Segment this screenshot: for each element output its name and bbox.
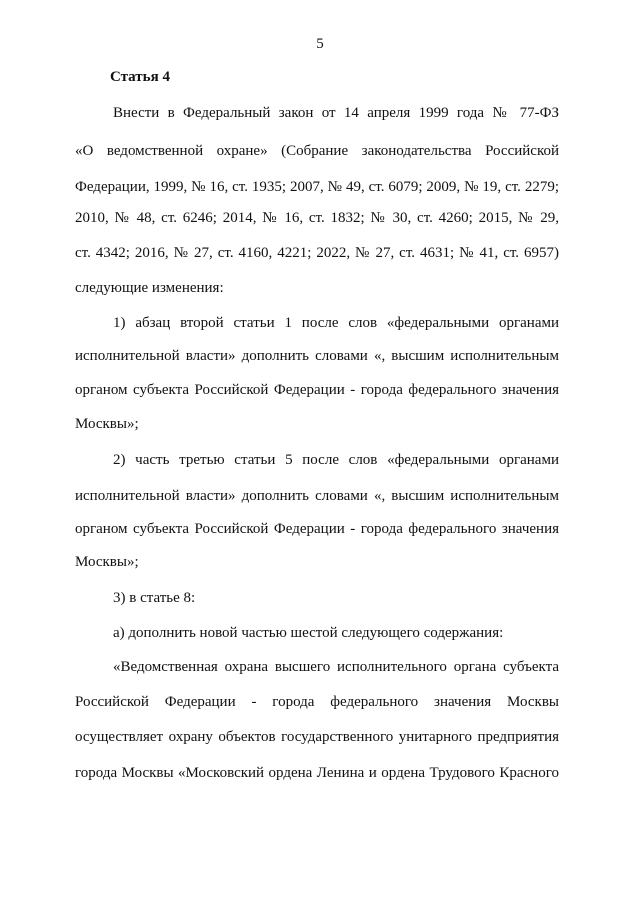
text-line: исполнительной власти» дополнить словами «, высшим исполнительным xyxy=(75,488,559,504)
text-line: Российской Федерации - города федерального значения Москвы xyxy=(75,694,559,710)
text-line: «Ведомственная охрана высшего исполнительного органа субъекта xyxy=(113,659,559,675)
text-line: 3) в статье 8: xyxy=(113,590,196,606)
text-line: Москвы»; xyxy=(75,416,139,432)
text-line: исполнительной власти» дополнить словами «, высшим исполнительным xyxy=(75,348,559,364)
text-line: органом субъекта Российской Федерации - города федерального значения xyxy=(75,521,559,537)
text-line: Москвы»; xyxy=(75,554,139,570)
text-line: следующие изменения: xyxy=(75,280,224,296)
text-line: 2010, № 48, ст. 6246; 2014, № 16, ст. 1832; № 30, ст. 4260; 2015, № 29, xyxy=(75,210,559,226)
text-line: 1) абзац второй статьи 1 после слов «федеральными органами xyxy=(113,315,559,331)
page-number: 5 xyxy=(316,36,324,52)
text-line: а) дополнить новой частью шестой следующего содержания: xyxy=(113,625,504,641)
text-line: «О ведомственной охране» (Собрание законодательства Российской xyxy=(75,143,559,159)
text-line: органом субъекта Российской Федерации - города федерального значения xyxy=(75,382,559,398)
text-line: осуществляет охрану объектов государственного унитарного предприятия xyxy=(75,729,559,745)
text-line: ст. 4342; 2016, № 27, ст. 4160, 4221; 2022, № 27, ст. 4631; № 41, ст. 6957) xyxy=(75,245,559,261)
text-line: Федерации, 1999, № 16, ст. 1935; 2007, № 49, ст. 6079; 2009, № 19, ст. 2279; xyxy=(75,179,559,195)
text-line: Внести в Федеральный закон от 14 апреля 1999 года № 77-ФЗ xyxy=(113,105,559,121)
text-line: города Москвы «Московский ордена Ленина и ордена Трудового Красного xyxy=(75,765,559,781)
text-line: 2) часть третью статьи 5 после слов «федеральными органами xyxy=(113,452,559,468)
article-title: Статья 4 xyxy=(110,69,170,85)
